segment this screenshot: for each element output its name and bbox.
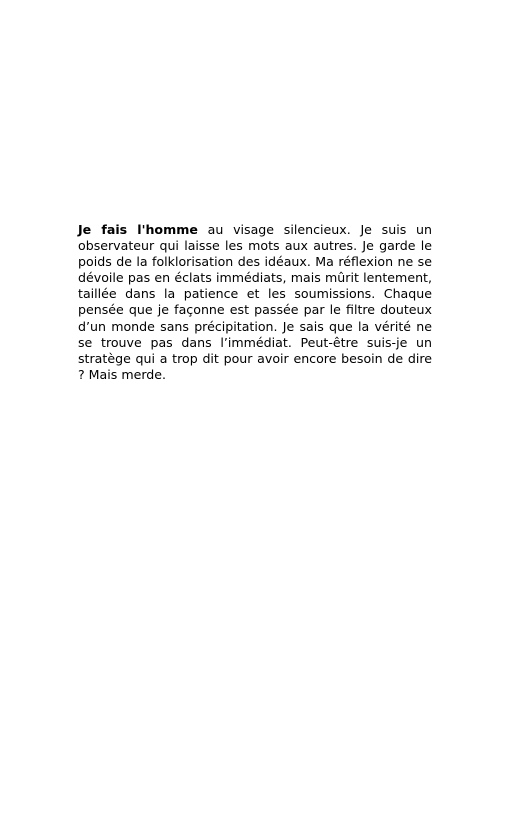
body-paragraph (78, 222, 432, 383)
paragraph-text: au visage silencieux. Je suis un observateur qui laisse les mots aux autres. Je garde le poids de la folklorisation des idéaux. Ma réflexion ne se dévoile pas en éclats immédiats, mais mûrit lentement, taillée dans la patience et les soumissions. Chaque pensée que je façonne est passée par le filtre douteux d’un monde sans précipitation. Je sais que la vérité ne se trouve pas dans l’immédiat. Peut-être suis-je un stratège qui a trop dit pour avoir encore besoin de dire ? Mais merde. (78, 222, 432, 382)
lead-phrase: Je fais l'homme (78, 222, 198, 237)
